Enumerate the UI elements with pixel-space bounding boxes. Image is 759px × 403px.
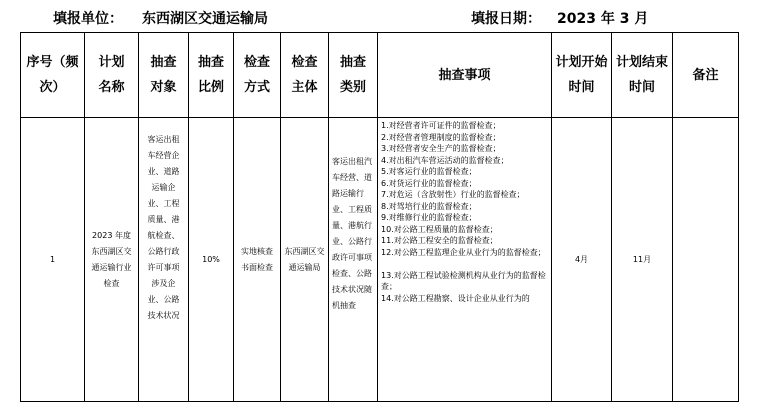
col-header-end: 计划结束时间 — [612, 33, 673, 118]
col-header-seq: 序号（频次） — [21, 33, 85, 118]
col-header-remark: 备注 — [673, 33, 739, 118]
list-item: 6.对货运行业的监督检查； — [381, 178, 477, 188]
cell-method: 实地核查书面检查 — [234, 118, 281, 402]
cell-subject: 东西湖区交通运输局 — [281, 118, 329, 402]
list-item: 8.对驾培行业的监督检查； — [381, 201, 477, 211]
cell-items — [378, 118, 552, 402]
list-item: 2.对经营者管理制度的监督检查； — [381, 132, 501, 142]
list-item: 7.对危运（含放射性）行业的监督检查； — [381, 190, 525, 199]
cell-end: 11月 — [612, 118, 673, 402]
list-item: 14.对公路工程勘察、设计企业从业行为的 — [381, 293, 530, 303]
list-item: 12.对公路工程监理企业从业行为的监督检查； — [381, 247, 546, 257]
col-header-category: 抽查类别 — [329, 33, 378, 118]
fill-date-label: 填报日期： — [471, 11, 541, 27]
cell-target: 客运出租车经营企业、道路运输企业、工程质量、港航检查、公路行政许可事项涉及企业、公路技术状况 — [139, 118, 189, 402]
col-header-subject: 检查主体 — [281, 33, 329, 118]
fill-date-value: 2023 年 3 月 — [557, 11, 649, 27]
fill-unit-label: 填报单位： — [53, 11, 123, 27]
col-header-items: 抽查事项 — [378, 33, 552, 118]
list-item: 10.对公路工程质量的监督检查； — [381, 224, 498, 234]
list-item: 1.对经营者许可证件的监督检查； — [381, 121, 501, 130]
fill-unit-value: 东西湖区交通运输局 — [142, 11, 268, 27]
list-item: 9.对维修行业的监督检查； — [381, 213, 477, 222]
cell-plan-name: 2023 年度东西湖区交通运输行业检查 — [85, 118, 139, 402]
list-item: 13.对公路工程试验检测机构从业行为的监督检查； — [381, 270, 546, 291]
list-item: 5.对客运行业的监督检查； — [381, 167, 477, 176]
cell-category: 客运出租汽车经营、道路运输行业、工程质量、港航行业、公路行政许可事项检查、公路技术状况随机抽查 — [329, 118, 378, 402]
table-row — [21, 118, 739, 402]
col-header-target: 抽查对象 — [139, 33, 189, 118]
col-header-start: 计划开始时间 — [552, 33, 612, 118]
cell-seq: 1 — [21, 118, 85, 402]
list-item: 11.对公路工程安全的监督检查； — [381, 236, 498, 245]
inspection-plan-table — [20, 32, 739, 402]
cell-start: 4月 — [552, 118, 612, 402]
col-header-ratio: 抽查比例 — [189, 33, 234, 118]
cell-ratio: 10% — [189, 118, 234, 402]
col-header-method: 检查方式 — [234, 33, 281, 118]
col-header-plan-name: 计划名称 — [85, 33, 139, 118]
header-row — [21, 33, 739, 118]
list-item: 3.对经营者安全生产的监督检查； — [381, 144, 501, 153]
cell-remark — [673, 118, 739, 402]
list-item: 4.对出租汽车营运活动的监督检查； — [381, 155, 509, 165]
